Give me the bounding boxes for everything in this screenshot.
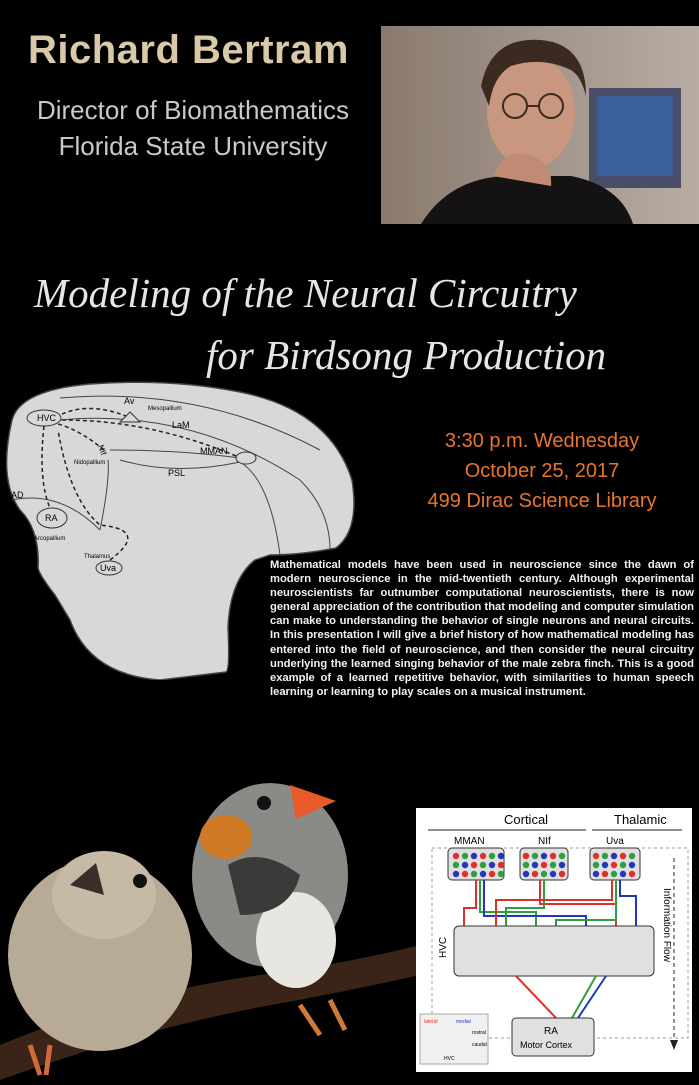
circuit-label-motor-cortex: Motor Cortex bbox=[520, 1040, 573, 1050]
uva-neuron bbox=[611, 862, 617, 868]
talk-title bbox=[0, 262, 699, 386]
nif-neuron bbox=[532, 871, 538, 877]
talk-title-line1: Modeling of the Neural Circuitry bbox=[34, 270, 577, 316]
legend-rostral: rostral bbox=[472, 1030, 486, 1036]
mman-neuron bbox=[480, 862, 486, 868]
abstract-text: Mathematical models have been used in neuroscience since the dawn of modern neuroscience in the mid-twentieth century. Although experimental neuroscientists far outnumber computational neuroscientists, there is now general appreciation of the contribution that modeling and computer simulation can make to understanding the behavior of single neurons and neural circuits. In this presentation I will give a brief history of how mathematical modeling has entered into the field of neuroscience, and then consider the neural circuitry underlying the learned singing behavior of the male zebra finch. This is a good example of a learned repetitive behavior, with similarities to human speech learning or learning to play scales on a musical instrument. bbox=[270, 559, 694, 698]
mman-neuron bbox=[453, 871, 459, 877]
nif-neuron bbox=[541, 853, 547, 859]
uva-neuron bbox=[602, 853, 608, 859]
mman-neuron bbox=[462, 862, 468, 868]
speaker-affiliation bbox=[28, 92, 358, 164]
nif-neuron bbox=[523, 853, 529, 859]
legend-caudal: caudal bbox=[472, 1042, 487, 1048]
mman-neuron bbox=[453, 862, 459, 868]
uva-neuron bbox=[602, 871, 608, 877]
talk-title-line2: for Birdsong Production bbox=[206, 332, 607, 378]
label-hvc: HVC bbox=[37, 413, 57, 423]
mman-neuron bbox=[453, 853, 459, 859]
uva-neuron bbox=[611, 853, 617, 859]
ra-box bbox=[512, 1018, 594, 1056]
uva-neuron bbox=[620, 853, 626, 859]
legend-hvc: HVC bbox=[444, 1056, 455, 1062]
nif-neuron bbox=[550, 853, 556, 859]
mman-neuron bbox=[462, 871, 468, 877]
nif-neuron bbox=[523, 862, 529, 868]
nif-neuron bbox=[559, 871, 565, 877]
mman-neuron bbox=[498, 871, 504, 877]
label-nidopallium: Nidopallium bbox=[74, 460, 106, 466]
mman-neuron bbox=[489, 871, 495, 877]
mman-neuron bbox=[489, 853, 495, 859]
mman-neuron bbox=[471, 871, 477, 877]
information-flow-label: Information Flow bbox=[661, 888, 672, 962]
zebra-finch-photo bbox=[0, 745, 420, 1080]
event-info bbox=[392, 426, 692, 516]
uva-neuron bbox=[611, 871, 617, 877]
label-mesopallium: Mesopallium bbox=[148, 406, 182, 412]
uva-neuron bbox=[593, 862, 599, 868]
label-lam: LaM bbox=[172, 420, 190, 430]
speaker-photo bbox=[381, 26, 699, 224]
uva-neuron bbox=[602, 862, 608, 868]
label-thalamus: Thalamus bbox=[84, 554, 111, 560]
speaker-portrait-image bbox=[381, 26, 699, 224]
mman-neuron bbox=[462, 853, 468, 859]
legend-lateral: lateral bbox=[424, 1019, 438, 1025]
label-ra: RA bbox=[45, 513, 58, 523]
circuit-label-mman: MMAN bbox=[454, 836, 485, 847]
uva-neuron bbox=[629, 871, 635, 877]
uva-neuron bbox=[620, 871, 626, 877]
nif-neuron bbox=[532, 853, 538, 859]
nif-neuron bbox=[559, 862, 565, 868]
uva-neuron bbox=[629, 853, 635, 859]
label-arcopallium: Arcopallium bbox=[34, 536, 66, 542]
event-time: 3:30 p.m. Wednesday bbox=[444, 430, 640, 452]
mman-neuron bbox=[498, 862, 504, 868]
speaker-title-line2: Florida State University bbox=[58, 131, 328, 161]
nif-neuron bbox=[541, 862, 547, 868]
nif-neuron bbox=[532, 862, 538, 868]
circuit-label-hvc: HVC bbox=[438, 936, 449, 958]
nif-neuron bbox=[550, 862, 556, 868]
nif-neuron bbox=[523, 871, 529, 877]
mman-neuron bbox=[480, 853, 486, 859]
label-nif: NIf bbox=[96, 443, 109, 457]
circuit-label-uva: Uva bbox=[606, 836, 624, 847]
mman-neuron bbox=[471, 853, 477, 859]
hvc-box bbox=[454, 926, 654, 976]
cheek-patch bbox=[200, 815, 252, 859]
label-lad: LAD bbox=[6, 490, 24, 500]
circuit-label-ra: RA bbox=[544, 1026, 558, 1037]
legend-medial: medial bbox=[456, 1019, 471, 1025]
speaker-name: Richard Bertram bbox=[28, 28, 349, 72]
nif-neuron bbox=[541, 871, 547, 877]
uva-neuron bbox=[593, 853, 599, 859]
nif-neuron bbox=[550, 871, 556, 877]
mman-neuron bbox=[480, 871, 486, 877]
nif-neuron bbox=[559, 853, 565, 859]
circuit-header-cortical: Cortical bbox=[504, 812, 549, 827]
mman-neuron bbox=[471, 862, 477, 868]
uva-neuron bbox=[620, 862, 626, 868]
mman-neuron bbox=[498, 853, 504, 859]
circuit-diagram bbox=[416, 808, 692, 1072]
label-psl: PSL bbox=[168, 468, 186, 478]
circuit-header-thalamic: Thalamic bbox=[614, 812, 667, 827]
label-av: Av bbox=[124, 396, 135, 406]
event-date: October 25, 2017 bbox=[464, 460, 620, 482]
event-location: 499 Dirac Science Library bbox=[427, 490, 657, 512]
circuit-label-nif: NIf bbox=[538, 836, 551, 847]
label-mman: MMAN bbox=[200, 446, 228, 456]
label-uva: Uva bbox=[100, 563, 117, 573]
mman-neuron bbox=[489, 862, 495, 868]
speaker-title-line1: Director of Biomathematics bbox=[36, 95, 350, 125]
mman-nucleus bbox=[236, 452, 256, 464]
uva-neuron bbox=[629, 862, 635, 868]
uva-neuron bbox=[593, 871, 599, 877]
